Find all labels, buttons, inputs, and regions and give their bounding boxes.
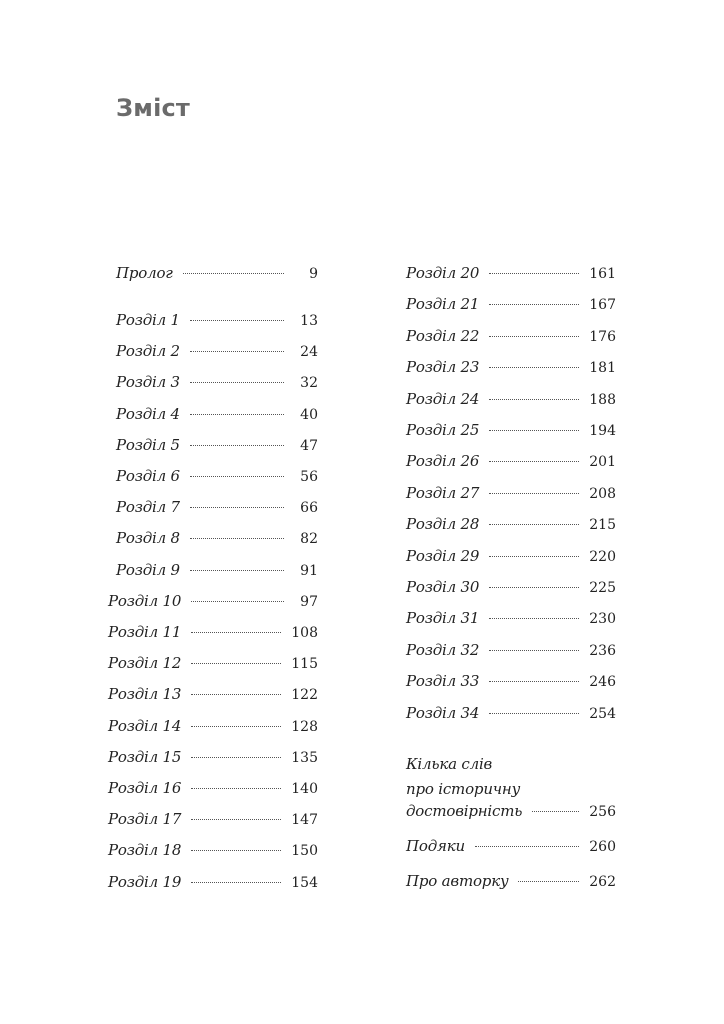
toc-entry-label: Розділ 7 (116, 498, 180, 517)
toc-entry (406, 358, 616, 382)
dot-leader (191, 756, 281, 758)
toc-entry (406, 390, 616, 414)
toc-entry (108, 264, 318, 288)
toc-entry-page: 82 (300, 531, 318, 548)
toc-entry-page: 256 (589, 804, 616, 820)
toc-entry-page: 40 (300, 406, 318, 423)
toc-entry-label: Розділ 8 (116, 529, 180, 548)
toc-entry-page: 108 (291, 625, 318, 641)
toc-entry-label: Розділ 34 (406, 703, 480, 722)
afterword-line-2: про історичну (406, 780, 521, 798)
toc-entry-page: 262 (589, 874, 616, 890)
toc-entry-label: Розділ 9 (116, 560, 180, 579)
toc-entry (108, 529, 318, 553)
toc-entry-label: Розділ 23 (406, 358, 480, 377)
toc-entry-label: Пролог (116, 264, 173, 282)
dot-leader (190, 444, 284, 446)
toc-entry (108, 873, 318, 897)
toc-entry (108, 810, 318, 834)
dot-leader (190, 506, 284, 508)
dot-leader (489, 555, 579, 557)
toc-entry-page: 215 (589, 517, 616, 534)
dot-leader (489, 429, 579, 431)
toc-entry (406, 672, 616, 696)
toc-entry-page: 188 (589, 391, 616, 408)
toc-entry-label: Розділ 13 (108, 685, 182, 704)
dot-leader (489, 272, 579, 274)
toc-entry (108, 685, 318, 709)
toc-entry-label: достовірність (406, 802, 523, 820)
toc-entry-label: Подяки (406, 837, 465, 855)
dot-leader (191, 725, 281, 727)
toc-entry (406, 609, 616, 633)
toc-entry-page: 176 (589, 328, 616, 345)
toc-entry-page: 154 (291, 874, 318, 891)
toc-entry (406, 578, 616, 602)
toc-entry-label: Розділ 17 (108, 810, 182, 829)
dot-leader (190, 350, 284, 352)
toc-entry (108, 717, 318, 741)
toc-entry (406, 641, 616, 665)
toc-entry-label: Розділ 25 (406, 421, 480, 439)
dot-leader (191, 881, 281, 883)
toc-entry-page: 91 (300, 562, 318, 579)
toc-entry-page: 260 (589, 839, 616, 855)
toc-entry (406, 704, 616, 728)
page-title: Зміст (116, 94, 191, 122)
dot-leader (191, 693, 281, 695)
dot-leader (190, 569, 284, 571)
toc-entry-label: Розділ 3 (116, 373, 180, 392)
toc-entry (108, 623, 318, 647)
dot-leader (183, 272, 284, 274)
toc-entry-label: Розділ 6 (116, 467, 180, 485)
toc-entry (406, 452, 616, 476)
dot-leader (489, 649, 579, 651)
toc-entry-label: Розділ 24 (406, 389, 480, 408)
toc-entry-page: 135 (291, 749, 318, 766)
toc-entry-page: 194 (589, 423, 616, 439)
dot-leader (475, 845, 579, 847)
toc-entry-label: Розділ 15 (108, 747, 182, 766)
dot-leader (489, 492, 579, 494)
toc-entry-page: 230 (589, 611, 616, 628)
toc-entry (108, 436, 318, 460)
toc-entry-label: Про авторку (406, 872, 509, 890)
toc-entry (108, 779, 318, 803)
dot-leader (191, 818, 281, 820)
dot-leader (489, 586, 579, 588)
dot-leader (489, 680, 579, 682)
toc-entry-page: 167 (589, 297, 616, 314)
toc-entry-label: Розділ 11 (108, 623, 182, 641)
dot-leader (489, 712, 579, 714)
toc-entry-page: 225 (589, 580, 616, 596)
toc-entry-page: 56 (300, 469, 318, 485)
toc-entry-page: 161 (589, 266, 616, 282)
toc-entry-label: Розділ 21 (406, 295, 480, 314)
toc-entry (406, 484, 616, 508)
toc-entry (406, 547, 616, 571)
dot-leader (191, 631, 281, 633)
toc-entry (406, 295, 616, 319)
dot-leader (191, 849, 281, 851)
toc-entry-label: Розділ 2 (116, 342, 180, 361)
toc-entry-page: 150 (291, 843, 318, 860)
dot-leader (518, 880, 579, 882)
toc-entry (406, 264, 616, 288)
toc-entry-label: Розділ 28 (406, 515, 480, 534)
dot-leader (489, 460, 579, 462)
toc-entry (108, 841, 318, 865)
toc-entry (406, 802, 616, 826)
toc-entry (108, 467, 318, 491)
dot-leader (489, 335, 579, 337)
toc-entry-page: 97 (300, 593, 318, 610)
toc-entry-page: 24 (300, 344, 318, 361)
toc-entry-page: 47 (300, 437, 318, 454)
dot-leader (190, 319, 284, 321)
toc-entry-label: Розділ 27 (406, 483, 480, 502)
toc-entry-label: Розділ 1 (116, 311, 180, 329)
toc-entry-label: Розділ 30 (406, 578, 480, 596)
toc-entry (108, 405, 318, 429)
toc-entry (108, 561, 318, 585)
toc-entry-page: 220 (589, 548, 616, 565)
toc-entry-page: 181 (589, 360, 616, 377)
toc-entry-page: 147 (291, 812, 318, 829)
toc-entry-label: Розділ 26 (406, 452, 480, 471)
dot-leader (191, 662, 281, 664)
toc-entry (108, 373, 318, 397)
toc-entry-page: 66 (300, 500, 318, 517)
toc-entry (108, 311, 318, 335)
toc-entry (108, 498, 318, 522)
toc-entry-label: Розділ 29 (406, 546, 480, 565)
toc-entry-label: Розділ 33 (406, 672, 480, 691)
toc-entry-page: 128 (291, 718, 318, 735)
toc-entry-page: 115 (291, 656, 318, 673)
toc-entry-label: Розділ 20 (406, 264, 480, 282)
dot-leader (190, 381, 284, 383)
dot-leader (489, 523, 579, 525)
dot-leader (190, 537, 284, 539)
toc-entry (108, 654, 318, 678)
dot-leader (191, 600, 284, 602)
toc-entry-label: Розділ 31 (406, 609, 480, 628)
toc-entry-label: Розділ 14 (108, 716, 182, 735)
toc-entry-label: Розділ 16 (108, 779, 182, 797)
toc-entry-label: Розділ 32 (406, 640, 480, 659)
toc-entry-page: 236 (589, 642, 616, 659)
toc-entry-label: Розділ 4 (116, 404, 180, 423)
toc-entry-page: 122 (291, 687, 318, 704)
dot-leader (489, 303, 579, 305)
toc-entry-page: 9 (309, 266, 318, 282)
toc-entry (406, 515, 616, 539)
toc-entry (108, 748, 318, 772)
dot-leader (532, 810, 579, 812)
toc-entry-label: Розділ 22 (406, 326, 480, 345)
toc-entry-page: 201 (589, 454, 616, 471)
toc-entry (108, 592, 318, 616)
dot-leader (190, 475, 284, 477)
toc-entry (406, 327, 616, 351)
toc-entry-page: 254 (589, 705, 616, 722)
toc-entry-label: Розділ 12 (108, 654, 182, 673)
dot-leader (489, 617, 579, 619)
toc-entry-page: 13 (300, 313, 318, 329)
toc-entry (108, 342, 318, 366)
toc-entry-label: Розділ 19 (108, 872, 182, 891)
toc-entry-page: 246 (589, 674, 616, 691)
toc-entry-page: 208 (589, 485, 616, 502)
dot-leader (489, 366, 579, 368)
dot-leader (191, 787, 281, 789)
toc-entry-label: Розділ 5 (116, 435, 180, 454)
toc-entry-page: 140 (291, 781, 318, 797)
toc-entry (406, 837, 616, 861)
toc-entry (406, 872, 616, 896)
dot-leader (489, 398, 579, 400)
toc-entry (406, 421, 616, 445)
toc-entry-page: 32 (300, 375, 318, 392)
dot-leader (190, 413, 284, 415)
toc-entry-label: Розділ 10 (108, 591, 182, 610)
afterword-line-1: Кілька слів (406, 755, 493, 773)
toc-entry-label: Розділ 18 (108, 841, 182, 860)
